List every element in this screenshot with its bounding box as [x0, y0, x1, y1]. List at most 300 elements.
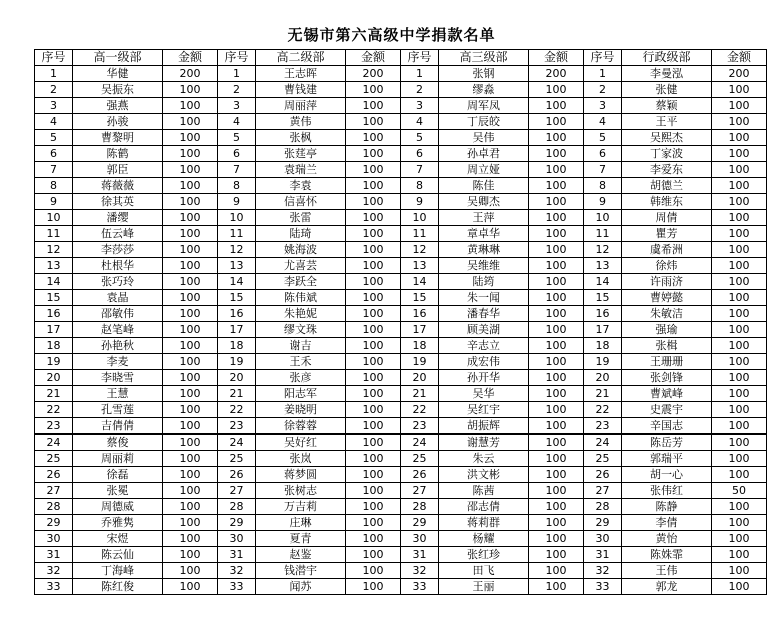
amount-cell: 100 [529, 306, 584, 322]
index-cell: 16 [401, 306, 439, 322]
name-cell: 庄琳 [256, 515, 346, 531]
index-cell: 26 [401, 467, 439, 483]
index-cell: 7 [218, 162, 256, 178]
index-cell: 19 [218, 354, 256, 370]
index-cell: 29 [218, 515, 256, 531]
name-cell: 田飞 [439, 563, 529, 579]
name-cell: 袁瑞兰 [256, 162, 346, 178]
amount-cell: 100 [712, 146, 767, 162]
name-cell: 乔雅隽 [73, 515, 163, 531]
index-cell: 28 [35, 499, 73, 515]
name-cell: 张莛亭 [256, 146, 346, 162]
amount-cell: 100 [712, 386, 767, 402]
index-cell: 20 [218, 370, 256, 386]
name-cell: 张冕 [73, 483, 163, 499]
name-cell: 辛志立 [439, 338, 529, 354]
amount-cell: 100 [712, 451, 767, 467]
index-cell: 14 [401, 274, 439, 290]
name-cell: 吴好红 [256, 434, 346, 451]
amount-cell: 100 [529, 515, 584, 531]
table-row [35, 547, 767, 563]
index-cell: 8 [218, 178, 256, 194]
header-index: 序号 [584, 50, 622, 66]
table-row [35, 162, 767, 178]
amount-cell: 100 [712, 418, 767, 435]
index-cell: 6 [401, 146, 439, 162]
amount-cell: 100 [163, 402, 218, 418]
header-grade1: 高一级部 [73, 50, 163, 66]
header-index: 序号 [218, 50, 256, 66]
name-cell: 蔡颖 [622, 98, 712, 114]
name-cell: 邵敏伟 [73, 306, 163, 322]
amount-cell: 100 [712, 499, 767, 515]
amount-cell: 100 [346, 451, 401, 467]
name-cell: 孙卓君 [439, 146, 529, 162]
index-cell: 27 [584, 483, 622, 499]
amount-cell: 100 [529, 258, 584, 274]
amount-cell: 100 [712, 98, 767, 114]
header-index: 序号 [35, 50, 73, 66]
table-row [35, 370, 767, 386]
name-cell: 王丽 [439, 579, 529, 595]
amount-cell: 100 [529, 226, 584, 242]
amount-cell: 100 [163, 338, 218, 354]
index-cell: 4 [584, 114, 622, 130]
name-cell: 吴熙杰 [622, 130, 712, 146]
name-cell: 李曼泓 [622, 66, 712, 82]
name-cell: 周德威 [73, 499, 163, 515]
index-cell: 2 [35, 82, 73, 98]
index-cell: 10 [35, 210, 73, 226]
index-cell: 22 [35, 402, 73, 418]
name-cell: 张彦 [256, 370, 346, 386]
index-cell: 25 [35, 451, 73, 467]
name-cell: 黄琳琳 [439, 242, 529, 258]
index-cell: 7 [35, 162, 73, 178]
name-cell: 吉倩倩 [73, 418, 163, 435]
name-cell: 杨耀 [439, 531, 529, 547]
name-cell: 张钢 [439, 66, 529, 82]
index-cell: 30 [401, 531, 439, 547]
index-cell: 32 [401, 563, 439, 579]
amount-cell: 100 [163, 226, 218, 242]
amount-cell: 100 [163, 386, 218, 402]
name-cell: 朱云 [439, 451, 529, 467]
index-cell: 33 [35, 579, 73, 595]
table-row [35, 146, 767, 162]
amount-cell: 100 [163, 499, 218, 515]
name-cell: 王禾 [256, 354, 346, 370]
amount-cell: 100 [163, 114, 218, 130]
amount-cell: 100 [529, 370, 584, 386]
amount-cell: 100 [529, 483, 584, 499]
name-cell: 张健 [622, 82, 712, 98]
index-cell: 3 [218, 98, 256, 114]
amount-cell: 100 [529, 563, 584, 579]
name-cell: 孙骏 [73, 114, 163, 130]
name-cell: 陈红俊 [73, 579, 163, 595]
table-row [35, 322, 767, 338]
amount-cell: 100 [346, 98, 401, 114]
table-row [35, 467, 767, 483]
amount-cell: 200 [712, 66, 767, 82]
amount-cell: 100 [712, 290, 767, 306]
name-cell: 宋煜 [73, 531, 163, 547]
table-row [35, 210, 767, 226]
index-cell: 13 [218, 258, 256, 274]
amount-cell: 100 [712, 434, 767, 451]
amount-cell: 100 [712, 354, 767, 370]
index-cell: 5 [401, 130, 439, 146]
amount-cell: 100 [529, 98, 584, 114]
amount-cell: 100 [346, 434, 401, 451]
amount-cell: 100 [529, 130, 584, 146]
index-cell: 4 [401, 114, 439, 130]
index-cell: 20 [584, 370, 622, 386]
index-cell: 2 [584, 82, 622, 98]
table-row [35, 274, 767, 290]
index-cell: 12 [401, 242, 439, 258]
index-cell: 11 [218, 226, 256, 242]
amount-cell: 100 [346, 178, 401, 194]
index-cell: 3 [584, 98, 622, 114]
index-cell: 29 [401, 515, 439, 531]
name-cell: 成宏伟 [439, 354, 529, 370]
index-cell: 9 [584, 194, 622, 210]
index-cell: 27 [35, 483, 73, 499]
index-cell: 32 [35, 563, 73, 579]
amount-cell: 100 [712, 274, 767, 290]
name-cell: 黄怡 [622, 531, 712, 547]
index-cell: 16 [584, 306, 622, 322]
name-cell: 李莎莎 [73, 242, 163, 258]
name-cell: 周立娅 [439, 162, 529, 178]
name-cell: 夏青 [256, 531, 346, 547]
table-row [35, 306, 767, 322]
amount-cell: 200 [529, 66, 584, 82]
amount-cell: 100 [712, 130, 767, 146]
index-cell: 15 [584, 290, 622, 306]
amount-cell: 100 [529, 338, 584, 354]
table-row [35, 434, 767, 451]
index-cell: 8 [584, 178, 622, 194]
amount-cell: 100 [346, 82, 401, 98]
index-cell: 29 [35, 515, 73, 531]
amount-cell: 200 [163, 66, 218, 82]
table-row [35, 579, 767, 595]
amount-cell: 100 [529, 467, 584, 483]
index-cell: 32 [218, 563, 256, 579]
index-cell: 2 [401, 82, 439, 98]
index-cell: 11 [584, 226, 622, 242]
name-cell: 王珊珊 [622, 354, 712, 370]
amount-cell: 100 [712, 579, 767, 595]
name-cell: 张枫 [256, 130, 346, 146]
amount-cell: 100 [712, 242, 767, 258]
index-cell: 10 [218, 210, 256, 226]
name-cell: 赵笔峰 [73, 322, 163, 338]
index-cell: 21 [35, 386, 73, 402]
amount-cell: 100 [346, 194, 401, 210]
header-amount: 金额 [529, 50, 584, 66]
amount-cell: 100 [163, 531, 218, 547]
table-row [35, 82, 767, 98]
name-cell: 周军凤 [439, 98, 529, 114]
amount-cell: 100 [346, 483, 401, 499]
index-cell: 20 [401, 370, 439, 386]
table-row [35, 130, 767, 146]
table-row [35, 178, 767, 194]
amount-cell: 200 [346, 66, 401, 82]
amount-cell: 100 [712, 338, 767, 354]
name-cell: 缪文珠 [256, 322, 346, 338]
name-cell: 万吉莉 [256, 499, 346, 515]
index-cell: 19 [584, 354, 622, 370]
amount-cell: 100 [529, 82, 584, 98]
amount-cell: 100 [163, 210, 218, 226]
amount-cell: 100 [712, 210, 767, 226]
index-cell: 21 [218, 386, 256, 402]
index-cell: 24 [218, 434, 256, 451]
table-row [35, 242, 767, 258]
index-cell: 12 [584, 242, 622, 258]
name-cell: 史震宇 [622, 402, 712, 418]
amount-cell: 100 [163, 579, 218, 595]
index-cell: 18 [584, 338, 622, 354]
index-cell: 14 [584, 274, 622, 290]
name-cell: 曹斌峰 [622, 386, 712, 402]
name-cell: 陈鹤 [73, 146, 163, 162]
index-cell: 18 [401, 338, 439, 354]
amount-cell: 100 [163, 258, 218, 274]
name-cell: 李袁 [256, 178, 346, 194]
amount-cell: 100 [346, 563, 401, 579]
index-cell: 33 [401, 579, 439, 595]
header-amount: 金额 [346, 50, 401, 66]
index-cell: 30 [584, 531, 622, 547]
amount-cell: 100 [163, 242, 218, 258]
amount-cell: 100 [346, 210, 401, 226]
name-cell: 赵鉴 [256, 547, 346, 563]
amount-cell: 100 [163, 563, 218, 579]
index-cell: 27 [401, 483, 439, 499]
amount-cell: 100 [346, 579, 401, 595]
name-cell: 张岚 [256, 451, 346, 467]
name-cell: 陈云仙 [73, 547, 163, 563]
index-cell: 23 [35, 418, 73, 435]
amount-cell: 100 [529, 531, 584, 547]
name-cell: 丁家波 [622, 146, 712, 162]
amount-cell: 100 [346, 499, 401, 515]
index-cell: 19 [401, 354, 439, 370]
name-cell: 姚海波 [256, 242, 346, 258]
amount-cell: 100 [712, 563, 767, 579]
amount-cell: 100 [163, 306, 218, 322]
index-cell: 32 [584, 563, 622, 579]
name-cell: 王志晖 [256, 66, 346, 82]
name-cell: 陈茜 [439, 483, 529, 499]
amount-cell: 100 [346, 306, 401, 322]
amount-cell: 100 [529, 579, 584, 595]
amount-cell: 100 [529, 210, 584, 226]
table-row [35, 451, 767, 467]
index-cell: 27 [218, 483, 256, 499]
amount-cell: 100 [529, 386, 584, 402]
index-cell: 29 [584, 515, 622, 531]
name-cell: 胡振辉 [439, 418, 529, 435]
name-cell: 伍云峰 [73, 226, 163, 242]
index-cell: 25 [401, 451, 439, 467]
name-cell: 朱艳妮 [256, 306, 346, 322]
amount-cell: 100 [712, 114, 767, 130]
name-cell: 尤喜芸 [256, 258, 346, 274]
index-cell: 2 [218, 82, 256, 98]
name-cell: 强瑜 [622, 322, 712, 338]
table-row [35, 98, 767, 114]
name-cell: 韩维东 [622, 194, 712, 210]
name-cell: 张雷 [256, 210, 346, 226]
name-cell: 陈姝霏 [622, 547, 712, 563]
amount-cell: 100 [712, 467, 767, 483]
amount-cell: 100 [712, 194, 767, 210]
name-cell: 张树志 [256, 483, 346, 499]
amount-cell: 100 [529, 499, 584, 515]
amount-cell: 100 [712, 402, 767, 418]
index-cell: 18 [218, 338, 256, 354]
name-cell: 郭瑞平 [622, 451, 712, 467]
index-cell: 17 [218, 322, 256, 338]
index-cell: 31 [401, 547, 439, 563]
amount-cell: 100 [163, 354, 218, 370]
amount-cell: 100 [712, 547, 767, 563]
amount-cell: 100 [346, 146, 401, 162]
name-cell: 蔡俊 [73, 434, 163, 451]
name-cell: 周倩 [622, 210, 712, 226]
amount-cell: 100 [346, 258, 401, 274]
amount-cell: 100 [163, 274, 218, 290]
index-cell: 26 [218, 467, 256, 483]
amount-cell: 100 [163, 178, 218, 194]
index-cell: 8 [401, 178, 439, 194]
index-cell: 24 [584, 434, 622, 451]
amount-cell: 100 [346, 418, 401, 435]
index-cell: 15 [401, 290, 439, 306]
amount-cell: 100 [529, 114, 584, 130]
index-cell: 23 [218, 418, 256, 435]
table-row [35, 531, 767, 547]
amount-cell: 100 [529, 242, 584, 258]
amount-cell: 100 [529, 451, 584, 467]
table-row [35, 338, 767, 354]
amount-cell: 100 [163, 515, 218, 531]
amount-cell: 100 [712, 82, 767, 98]
name-cell: 郭龙 [622, 579, 712, 595]
amount-cell: 100 [529, 547, 584, 563]
name-cell: 周丽莉 [73, 451, 163, 467]
header-admin: 行政级部 [622, 50, 712, 66]
name-cell: 袁晶 [73, 290, 163, 306]
amount-cell: 100 [712, 370, 767, 386]
index-cell: 12 [218, 242, 256, 258]
index-cell: 31 [218, 547, 256, 563]
name-cell: 吴华 [439, 386, 529, 402]
table-row [35, 258, 767, 274]
amount-cell: 100 [346, 531, 401, 547]
name-cell: 蒋薇薇 [73, 178, 163, 194]
amount-cell: 100 [163, 290, 218, 306]
name-cell: 李跃全 [256, 274, 346, 290]
amount-cell: 100 [346, 290, 401, 306]
amount-cell: 100 [712, 306, 767, 322]
index-cell: 24 [401, 434, 439, 451]
name-cell: 张巧玲 [73, 274, 163, 290]
name-cell: 曹黎明 [73, 130, 163, 146]
amount-cell: 100 [163, 451, 218, 467]
name-cell: 郭臣 [73, 162, 163, 178]
index-cell: 12 [35, 242, 73, 258]
name-cell: 顾美湖 [439, 322, 529, 338]
name-cell: 王伟 [622, 563, 712, 579]
header-grade3: 高三级部 [439, 50, 529, 66]
index-cell: 17 [401, 322, 439, 338]
name-cell: 胡德兰 [622, 178, 712, 194]
index-cell: 13 [401, 258, 439, 274]
table-row [35, 563, 767, 579]
name-cell: 杜根华 [73, 258, 163, 274]
amount-cell: 100 [346, 274, 401, 290]
index-cell: 30 [218, 531, 256, 547]
index-cell: 3 [35, 98, 73, 114]
name-cell: 黄伟 [256, 114, 346, 130]
name-cell: 王萍 [439, 210, 529, 226]
amount-cell: 100 [529, 322, 584, 338]
amount-cell: 100 [712, 515, 767, 531]
index-cell: 28 [401, 499, 439, 515]
index-cell: 17 [35, 322, 73, 338]
name-cell: 吴红宇 [439, 402, 529, 418]
name-cell: 朱敏洁 [622, 306, 712, 322]
name-cell: 谢慧芳 [439, 434, 529, 451]
index-cell: 33 [218, 579, 256, 595]
name-cell: 朱一闻 [439, 290, 529, 306]
name-cell: 虞希洲 [622, 242, 712, 258]
amount-cell: 100 [346, 130, 401, 146]
name-cell: 陆琦 [256, 226, 346, 242]
amount-cell: 100 [346, 402, 401, 418]
index-cell: 5 [35, 130, 73, 146]
amount-cell: 100 [163, 82, 218, 98]
name-cell: 瞿芳 [622, 226, 712, 242]
name-cell: 周丽萍 [256, 98, 346, 114]
amount-cell: 100 [712, 178, 767, 194]
index-cell: 31 [584, 547, 622, 563]
index-cell: 7 [401, 162, 439, 178]
index-cell: 4 [35, 114, 73, 130]
name-cell: 姜晓明 [256, 402, 346, 418]
index-cell: 16 [35, 306, 73, 322]
amount-cell: 100 [163, 467, 218, 483]
amount-cell: 100 [712, 226, 767, 242]
name-cell: 孙开华 [439, 370, 529, 386]
index-cell: 30 [35, 531, 73, 547]
index-cell: 24 [35, 434, 73, 451]
table-row [35, 354, 767, 370]
index-cell: 9 [35, 194, 73, 210]
index-cell: 11 [35, 226, 73, 242]
index-cell: 10 [584, 210, 622, 226]
name-cell: 张伟红 [622, 483, 712, 499]
page-title: 无锡市第六高级中学捐款名单 [287, 26, 496, 44]
